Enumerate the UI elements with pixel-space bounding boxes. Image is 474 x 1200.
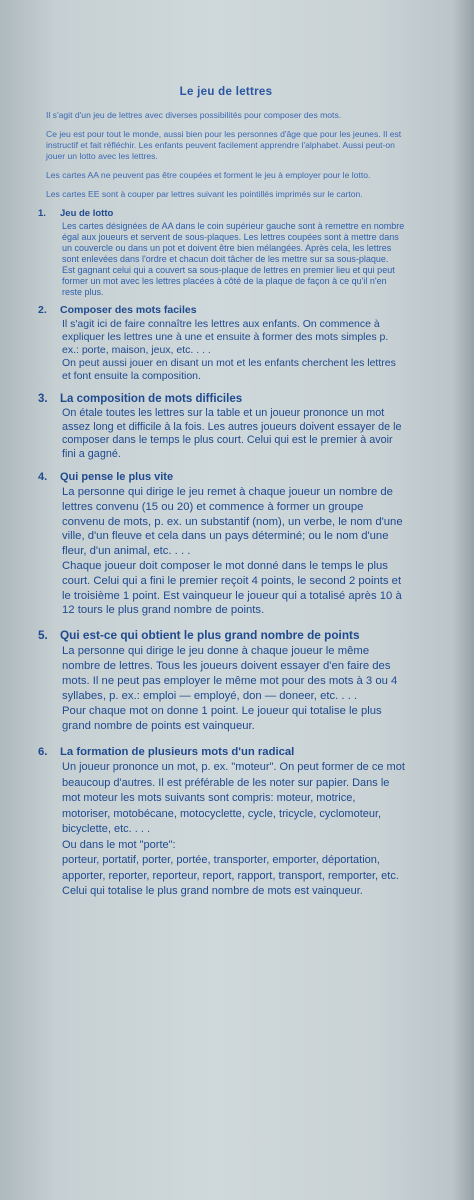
section-6: [38, 746, 406, 900]
section-heading: [38, 471, 406, 483]
section-paragraph: Les cartes désignées de AA dans le coin supérieur gauche sont à remettre en nombre égal aux joueurs et servent de sous-plaques. Les lettres coupées sont à mettre dans un couvercle ou dans un pot et doivent être bien mélangées. Après cela, les lettres sont enlevées dans l'ordre et chacun doit tâcher de les mettre sur sa sous-plaque.: [62, 221, 405, 264]
intro-paragraph: Ce jeu est pour tout le monde, aussi bien pour les personnes d'âge que pour les jeunes. Il est instructif et fait réfléchir. Les enfants peuvent facilement apprendre l'alphabet. Aussi peut-on jouer un lotto avec les lettres.: [46, 129, 402, 161]
section-body: [62, 318, 406, 383]
section-number: 5.: [38, 628, 48, 643]
section-5: [38, 628, 406, 734]
section-title: Qui pense le plus vite: [60, 471, 174, 483]
instruction-text: [38, 86, 406, 900]
section-paragraph: porteur, portatif, porter, portée, transporter, emporter, déportation, apporter, reporter, reporteur, report, rapport, transport, remporter, etc.: [62, 854, 399, 882]
section-body: [62, 760, 406, 900]
section-number: 3.: [38, 393, 48, 405]
section-number: 1.: [38, 208, 46, 219]
section-paragraph: On étale toutes les lettres sur la table et un joueur prononce un mot assez long et difficile à la fois. Les autres joueurs doivent essayer de le composer dans le temps le plus court. Celui qui est le premier à avoir fini a gagné.: [62, 407, 402, 460]
section-paragraph: Un joueur prononce un mot, p. ex. "moteur". On peut former de ce mot beaucoup d'autres. Il est préférable de les noter sur papier. Dans le mot moteur les mots suivants sont compris: moteur, motrice, motoriser, motobécane, motocyclette, cycle, tricycle, cyclomoteur, bicyclette, etc. . . .: [62, 761, 405, 836]
section-title: Qui est-ce qui obtient le plus grand nombre de points: [60, 628, 360, 643]
section-heading: [38, 746, 406, 758]
section-title: Composer des mots faciles: [60, 304, 197, 316]
section-body: [62, 221, 406, 298]
section-body: [62, 407, 406, 461]
section-paragraph: Ou dans le mot "porte":: [62, 838, 176, 851]
section-body: [62, 644, 406, 734]
intro-paragraph: Les cartes EE sont à couper par lettres suivant les pointillés imprimés sur le carton.: [46, 189, 363, 199]
section-paragraph: Pour chaque mot on donne 1 point. Le joueur qui totalise le plus grand nombre de points est vainqueur.: [62, 705, 382, 733]
section-heading: [38, 208, 406, 219]
section-paragraph: On peut aussi jouer en disant un mot et les enfants cherchent les lettres et font ensuite la composition.: [62, 357, 396, 382]
page-shadow: [452, 0, 474, 1200]
section-paragraph: Il s'agit ici de faire connaître les lettres aux enfants. On commence à expliquer les lettres une à une et ensuite à former des mots simples p. ex.: porte, maison, jeux, etc. . . .: [62, 318, 389, 356]
section-paragraph: Chaque joueur doit composer le mot donné dans le temps le plus court. Celui qui a fini le premier reçoit 4 points, le second 2 points et le troisième 1 point. Est vainqueur le joueur qui a totalisé après 10 à 12 tours le plus grand nombre de points.: [62, 559, 402, 617]
section-title: La composition de mots difficiles: [60, 393, 243, 405]
intro-paragraph: Les cartes AA ne peuvent pas être coupées et forment le jeu à employer pour le lotto.: [46, 170, 371, 180]
section-paragraph: Est gagnant celui qui a couvert sa sous-plaque de lettres en premier lieu et qui peut former un mot avec les lettres placées à côté de la plaque de façon à ce qu'il n'en reste plus.: [62, 265, 395, 297]
section-title: La formation de plusieurs mots d'un radical: [60, 746, 295, 759]
section-paragraph: La personne qui dirige le jeu donne à chaque joueur le même nombre de lettres. Tous les joueurs doivent essayer d'en faire des mots. Il ne peut pas employer le même mot pour des mots à 3 ou 4 syllabes, p. ex.: emploi — employé, don — doneer, etc. . . .: [62, 645, 398, 703]
section-heading: [38, 304, 406, 316]
intro-paragraph: Il s'agit d'un jeu de lettres avec diverses possibilités pour composer des mots.: [46, 110, 342, 120]
section-paragraph: Celui qui totalise le plus grand nombre de mots est vainqueur.: [62, 885, 363, 898]
intro: [46, 110, 406, 200]
section-title: Jeu de lotto: [60, 208, 114, 219]
section-4: [38, 471, 406, 618]
section-heading: [38, 393, 406, 405]
section-2: [38, 304, 406, 383]
document-title: Le jeu de lettres: [179, 86, 273, 98]
section-number: 4.: [38, 471, 48, 483]
section-paragraph: La personne qui dirige le jeu remet à chaque joueur un nombre de lettres convenu (15 ou 20) et commence à former un groupe convenu de mots, p. ex. un substantif (nom), un verbe, le nom d'une ville, d'un fleuve et cela dans un pays déterminé; ou le nom d'une fleur, d'un animal, etc. . . .: [62, 486, 403, 558]
section-number: 2.: [38, 304, 47, 316]
section-heading: [38, 628, 406, 642]
section-number: 6.: [38, 746, 48, 759]
section-3: [38, 393, 406, 461]
section-1: [38, 208, 406, 298]
section-body: [62, 485, 406, 618]
